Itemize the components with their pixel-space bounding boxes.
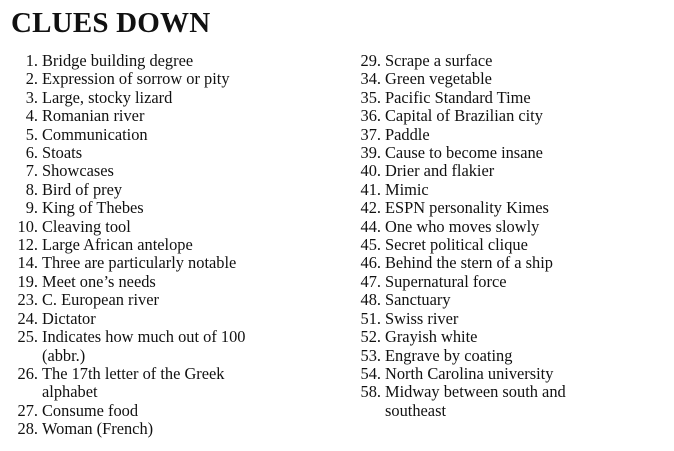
clue-item — [12, 310, 332, 328]
clue-item — [356, 162, 656, 180]
clue-text: Communication — [42, 124, 148, 144]
clue-text: Stoats — [42, 143, 83, 163]
clue-text: Woman (French) — [42, 419, 154, 439]
clue-item — [356, 126, 656, 144]
clue-item — [356, 218, 656, 236]
clue-item — [356, 291, 656, 309]
clue-number: 39. — [360, 143, 381, 163]
clue-item — [356, 70, 656, 88]
clue-number: 27. — [17, 400, 38, 420]
clue-item — [356, 199, 656, 217]
clue-item — [12, 254, 332, 272]
clue-number: 48. — [360, 290, 381, 310]
clue-number: 3. — [25, 87, 38, 107]
clue-text: One who moves slowly — [385, 216, 540, 236]
clue-number: 4. — [25, 106, 38, 126]
clue-number: 28. — [17, 419, 38, 439]
clue-text: Dictator — [42, 308, 96, 328]
clue-number: 29. — [360, 51, 381, 70]
clue-number: 44. — [360, 216, 381, 236]
clue-number: 6. — [25, 143, 38, 163]
clue-text: Paddle — [385, 124, 430, 144]
clue-item — [12, 291, 332, 309]
clue-item — [356, 365, 656, 383]
clue-item — [356, 383, 656, 420]
clue-number: 10. — [17, 216, 38, 236]
clue-text: Large, stocky lizard — [42, 87, 173, 107]
clue-item — [356, 89, 656, 107]
clue-number: 53. — [360, 345, 381, 365]
clues-left-column — [12, 52, 332, 439]
clue-text: Sanctuary — [385, 290, 451, 310]
clue-item — [356, 347, 656, 365]
clue-item — [356, 328, 656, 346]
clue-text: Green vegetable — [385, 69, 492, 89]
clue-number: 25. — [17, 327, 38, 347]
clue-item — [12, 236, 332, 254]
clue-number: 8. — [25, 179, 38, 199]
clue-text: Drier and flakier — [385, 161, 495, 181]
clues-right-column — [356, 52, 656, 420]
clue-item — [356, 236, 656, 254]
clue-item — [12, 89, 332, 107]
clue-number: 51. — [360, 308, 381, 328]
clue-text: Grayish white — [385, 327, 478, 347]
clue-item — [12, 328, 332, 365]
clue-number: 26. — [17, 363, 38, 383]
clue-text: Cause to become insane — [385, 143, 543, 163]
clue-number: 7. — [25, 161, 38, 181]
clue-text: Expression of sorrow or pity — [42, 69, 230, 89]
clue-number: 52. — [360, 327, 381, 347]
clue-number: 24. — [17, 308, 38, 328]
clue-text: Consume food — [42, 400, 139, 420]
clue-text: Scrape a surface — [385, 51, 493, 70]
clue-item — [12, 107, 332, 125]
clue-text: North Carolina university — [385, 363, 554, 383]
clue-item — [12, 365, 332, 402]
clue-text: Cleaving tool — [42, 216, 131, 236]
clue-number: 19. — [17, 271, 38, 291]
clue-text: Midway between south and southeast — [385, 382, 566, 420]
clue-text: ESPN personality Kimes — [385, 198, 549, 218]
clue-text: C. European river — [42, 290, 159, 310]
clue-text: Meet one’s needs — [42, 271, 156, 291]
clue-number: 23. — [17, 290, 38, 310]
clue-text: Mimic — [385, 179, 429, 199]
clue-number: 58. — [360, 382, 381, 402]
clue-text: Large African antelope — [42, 235, 193, 255]
clue-item — [12, 144, 332, 162]
clue-number: 2. — [25, 69, 38, 89]
clue-text: Romanian river — [42, 106, 145, 126]
clue-item — [356, 144, 656, 162]
clue-text: Secret political clique — [385, 235, 528, 255]
page-title: CLUES DOWN — [11, 7, 211, 39]
clue-item — [12, 402, 332, 420]
clue-number: 35. — [360, 87, 381, 107]
clue-number: 42. — [360, 198, 381, 218]
clue-item — [12, 162, 332, 180]
clue-text: Showcases — [42, 161, 114, 181]
clue-item — [356, 52, 656, 70]
clue-number: 5. — [25, 124, 38, 144]
clue-item — [12, 70, 332, 88]
clue-text: Swiss river — [385, 308, 459, 328]
clue-number: 9. — [25, 198, 38, 218]
clue-text: Behind the stern of a ship — [385, 253, 553, 273]
clue-item — [12, 199, 332, 217]
clue-text: Capital of Brazilian city — [385, 106, 543, 126]
clue-number: 46. — [360, 253, 381, 273]
clue-number: 1. — [25, 51, 38, 70]
clue-number: 41. — [360, 179, 381, 199]
clue-number: 47. — [360, 271, 381, 291]
clue-item — [356, 107, 656, 125]
clue-item — [12, 181, 332, 199]
clue-text: Supernatural force — [385, 271, 507, 291]
clue-item — [12, 218, 332, 236]
clue-item — [356, 254, 656, 272]
clue-number: 34. — [360, 69, 381, 89]
clue-text: Indicates how much out of 100 (abbr.) — [42, 327, 246, 365]
clue-text: Bird of prey — [42, 179, 123, 199]
clue-item — [356, 273, 656, 291]
clue-number: 12. — [17, 235, 38, 255]
clue-item — [12, 126, 332, 144]
clue-item — [356, 181, 656, 199]
clue-text: Three are particularly notable — [42, 253, 237, 273]
clue-text: King of Thebes — [42, 198, 144, 218]
clue-number: 54. — [360, 363, 381, 383]
clue-item — [356, 310, 656, 328]
clue-number: 40. — [360, 161, 381, 181]
clue-text: Engrave by coating — [385, 345, 513, 365]
clue-number: 45. — [360, 235, 381, 255]
clue-number: 14. — [17, 253, 38, 273]
clue-item — [12, 420, 332, 438]
clue-number: 37. — [360, 124, 381, 144]
clue-item — [12, 273, 332, 291]
clue-number: 36. — [360, 106, 381, 126]
clue-item — [12, 52, 332, 70]
clue-text: Bridge building degree — [42, 51, 194, 70]
clue-text: Pacific Standard Time — [385, 87, 531, 107]
clue-text: The 17th letter of the Greek alphabet — [42, 363, 225, 402]
